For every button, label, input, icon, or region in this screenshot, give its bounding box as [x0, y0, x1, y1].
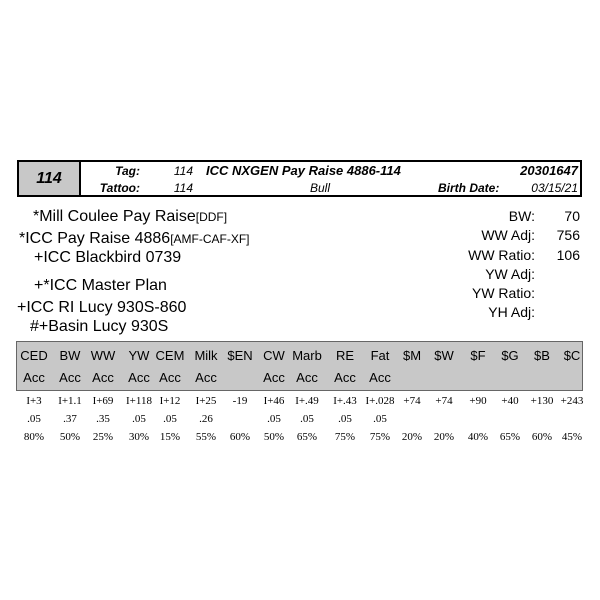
epd-acc-label-cell: Acc [369, 370, 391, 385]
epd-accuracy-cell: .26 [199, 413, 213, 425]
animal-name: ICC NXGEN Pay Raise 4886-114 [206, 163, 401, 178]
epd-accuracy-cell: .05 [163, 413, 177, 425]
epd-value-cell: I+.028 [365, 395, 395, 407]
epd-acc-label-cell: Acc [334, 370, 356, 385]
epd-percentile-cell: 45% [561, 431, 583, 443]
pedigree-dam: +ICC RI Lucy 930S-860 [17, 299, 187, 316]
epd-value-cell: +243 [560, 395, 584, 407]
pedigree-sire-dam: +ICC Blackbird 0739 [34, 249, 182, 266]
epd-percentile-cell: 80% [23, 431, 45, 443]
epd-value-cell: I+1.1 [58, 395, 82, 407]
epd-value-cell: -19 [232, 395, 248, 407]
epd-value-cell: +40 [501, 395, 519, 407]
epd-percentile-cell: 15% [159, 431, 181, 443]
epd-accuracy-cell: .05 [300, 413, 314, 425]
pedigree-dam-sire: +*ICC Master Plan [34, 277, 167, 294]
epd-acc-label-cell: Acc [195, 370, 217, 385]
epd-percentile-cell: 65% [499, 431, 521, 443]
birth-date: 03/15/21 [531, 181, 578, 195]
epd-percentile-cell: 55% [195, 431, 217, 443]
epd-value-cell: +74 [435, 395, 453, 407]
epd-header-cell: WW [90, 348, 116, 363]
epd-header-cell: Marb [292, 348, 322, 363]
epd-percentile-cell: 50% [59, 431, 81, 443]
lot-number: 114 [17, 160, 81, 197]
epd-header-cell: $G [501, 348, 519, 363]
pedigree-sire-sire: *Mill Coulee Pay Raise[DDF] [33, 208, 228, 225]
epd-value-cell: I+3 [26, 395, 42, 407]
epd-percentile-cell: 75% [334, 431, 356, 443]
epd-acc-label-cell: Acc [263, 370, 285, 385]
epd-acc-label-cell: Acc [128, 370, 150, 385]
epd-acc-label-cell: Acc [159, 370, 181, 385]
epd-value-cell: I+25 [195, 395, 217, 407]
epd-value-cell: I+.49 [295, 395, 319, 407]
epd-header-cell: $B [534, 348, 550, 363]
epd-accuracy-cell: .37 [63, 413, 77, 425]
pedigree-sire: *ICC Pay Raise 4886[AMF-CAF-XF] [19, 230, 250, 247]
epd-value-cell: I+69 [92, 395, 114, 407]
epd-percentile-cell: 75% [369, 431, 391, 443]
epd-header-cell: $EN [227, 348, 253, 363]
epd-header-cell: BW [59, 348, 81, 363]
epd-percentile-cell: 65% [296, 431, 318, 443]
epd-value-cell: I+12 [159, 395, 181, 407]
pedigree-dam-dam: #+Basin Lucy 930S [30, 318, 169, 335]
registration-number: 20301647 [520, 163, 578, 178]
epd-accuracy-cell: .05 [373, 413, 387, 425]
epd-percentile-cell: 50% [263, 431, 285, 443]
epd-percentile-cell: 20% [433, 431, 455, 443]
epd-header-cell: $W [434, 348, 454, 363]
epd-header-cell: Fat [370, 348, 390, 363]
epd-accuracy-cell: .05 [132, 413, 146, 425]
epd-header-cell: CW [263, 348, 285, 363]
sex: Bull [309, 181, 330, 195]
bw-value: 70 [564, 208, 580, 224]
tattoo-value: 114 [173, 181, 193, 195]
epd-header-cell: $F [470, 348, 486, 363]
epd-header-cell: Milk [194, 348, 218, 363]
tag-label: Tag: [115, 164, 140, 178]
birth-date-label: Birth Date: [438, 181, 500, 195]
epd-header-cell: YW [128, 348, 150, 363]
ww-ratio-value: 106 [556, 247, 580, 263]
epd-header-cell: $M [402, 348, 422, 363]
epd-percentile-cell: 40% [467, 431, 489, 443]
epd-percentile-cell: 20% [401, 431, 423, 443]
ww-ratio-label: WW Ratio: [468, 247, 535, 263]
epd-accuracy-cell: .05 [27, 413, 41, 425]
epd-acc-label-cell: Acc [92, 370, 114, 385]
tag-value: 114 [173, 164, 193, 178]
epd-header-cell: CED [20, 348, 48, 363]
epd-value-cell: +130 [530, 395, 554, 407]
epd-accuracy-cell: .35 [96, 413, 110, 425]
epd-percentile-cell: 30% [128, 431, 150, 443]
epd-header-cell: RE [335, 348, 355, 363]
yh-adj-label: YH Adj: [488, 304, 535, 320]
yw-adj-label: YW Adj: [485, 266, 535, 282]
epd-percentile-cell: 25% [92, 431, 114, 443]
epd-value-cell: I+46 [263, 395, 285, 407]
epd-value-cell: I+118 [126, 395, 152, 407]
yw-ratio-label: YW Ratio: [471, 285, 535, 301]
epd-percentile-cell: 60% [531, 431, 553, 443]
epd-acc-label-cell: Acc [23, 370, 45, 385]
epd-accuracy-cell: .05 [338, 413, 352, 425]
epd-acc-label-cell: Acc [296, 370, 318, 385]
epd-acc-label-cell: Acc [59, 370, 81, 385]
bw-label: BW: [508, 208, 535, 224]
epd-value-cell: +74 [403, 395, 421, 407]
epd-percentile-cell: 60% [229, 431, 251, 443]
epd-value-cell: +90 [469, 395, 487, 407]
tattoo-label: Tattoo: [99, 181, 140, 195]
epd-accuracy-cell: .05 [267, 413, 281, 425]
ww-adj-label: WW Adj: [481, 227, 535, 243]
epd-value-cell: I+.43 [333, 395, 357, 407]
epd-header-cell: CEM [155, 348, 185, 363]
epd-header-cell: $C [563, 348, 581, 363]
ww-adj-value: 756 [556, 227, 580, 243]
